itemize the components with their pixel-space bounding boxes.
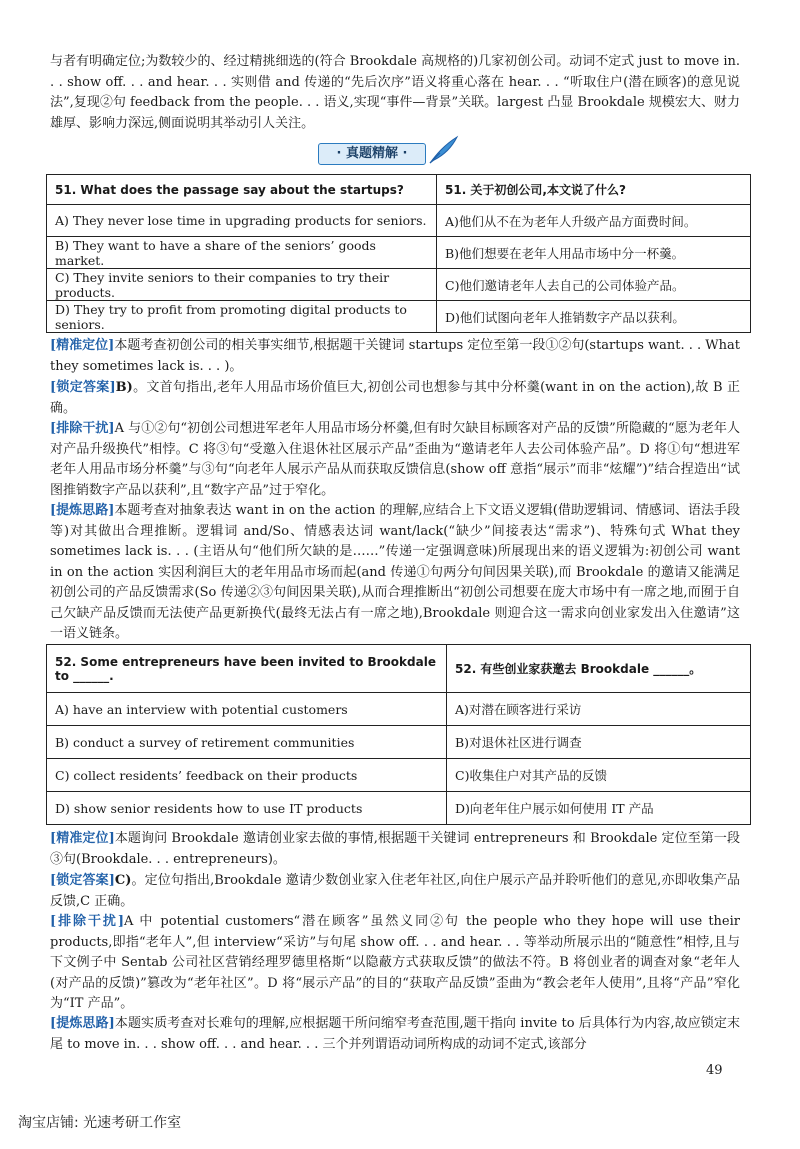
q52-paichu <box>50 912 740 1015</box>
q51-option-a-en: A) They never lose time in upgrading products for seniors. <box>47 205 437 237</box>
q52-tilian-tag: [提炼思路] <box>50 1016 115 1031</box>
q51-table <box>46 174 751 333</box>
q51-header-cn: 51. 关于初创公司,本文说了什么? <box>437 175 751 205</box>
q52-option-b-en: B) conduct a survey of retirement communities <box>47 726 447 759</box>
q51-suoding-tag: [锁定答案] <box>50 380 116 395</box>
q52-suoding-tag: [锁定答案] <box>50 873 115 888</box>
banner-label: · 真题精解 · <box>318 143 426 165</box>
q51-paichu-tag: [排除干扰] <box>50 421 115 436</box>
q52-option-a-en: A) have an interview with potential customers <box>47 693 447 726</box>
q51-option-c-en: C) They invite seniors to their companies to try their products. <box>47 269 437 301</box>
q52-header-en: 52. Some entrepreneurs have been invited to Brookdale to ______. <box>47 645 447 693</box>
q51-tilian-tag: [提炼思路] <box>50 503 115 518</box>
q52-jingzhun-text: 本题询问 Brookdale 邀请创业家去做的事情,根据题干关键词 entrepreneurs 和 Brookdale 定位至第一段③句(Brookdale. . . entrepreneurs)。 <box>50 831 740 867</box>
q51-option-d-en: D) They try to profit from promoting digital products to seniors. <box>47 301 437 333</box>
q52-option-c-cn: C)收集住户对其产品的反馈 <box>447 759 751 792</box>
q51-jingzhun-text: 本题考查初创公司的相关事实细节,根据题干关键词 startups 定位至第一段①②句(startups want. . . What they sometimes lack is. . . )。 <box>50 338 740 374</box>
q51-paichu <box>50 419 740 501</box>
q51-tilian <box>50 501 740 645</box>
q51-option-c-cn: C)他们邀请老年人去自己的公司体验产品。 <box>437 269 751 301</box>
q51-answer: B) <box>115 380 133 395</box>
shop-watermark: 淘宝店铺: 光速考研工作室 <box>18 1115 182 1131</box>
q51-suoding-text: 。文首句指出,老年人用品市场价值巨大,初创公司也想参与其中分杯羹(want in on the action),故 B 正确。 <box>50 380 740 416</box>
q51-option-b-en: B) They want to have a share of the seniors’ goods market. <box>47 237 437 269</box>
q52-tilian <box>50 1014 740 1055</box>
q52-option-b-cn: B)对退休社区进行调查 <box>447 726 751 759</box>
q52-suoding <box>50 871 740 912</box>
page-number: 49 <box>706 1063 723 1078</box>
section-banner <box>318 141 468 167</box>
q51-suoding <box>50 378 740 419</box>
q51-tilian-text: 本题考查对抽象表达 want in on the action 的理解,应结合上下文语义逻辑(借助逻辑词、情感词、语法手段等)对其做出合理推断。逻辑词 and/So、情感表达词 want/lack(“缺少”间接表达“需求”)、特殊句式 What they sometimes lack is. . . (主语从句“他们所欠缺的是……”传递一定强调意味)所展现出来的语义逻辑为:初创公司 want in on the action 实因利润巨大的老年用品市场而起(and 传递①句两分句间因果关联),而 Brookdale 的邀请又能满足初创公司的产品反馈需求(So 传递②③句间因果关联),从而合理推断出“初创公司想要在庞大市场中有一席之地,而囿于自己欠缺产品反馈而无法使产品更新换代(最终无法占有一席之地),Brookdale 则迎合这一需求向创业家发出入住邀请”这一语义链条。 <box>50 503 740 641</box>
q52-paichu-text: A 中 potential customers“潜在顾客”虽然义同②句 the people who they hope will use their products,即指“老年人”,但 interview“采访”与句尾 show off. . . and hear. . . 等举动所展示出的“随意性”相悖,且与下文例子中 Sentab 公司社区营销经理罗德里格斯“以隐蔽方式获取反馈”的做法不符。B 将创业者的调查对象“老年人(对产品的反馈)”篡改为“老年社区”。D 将“展示产品”的目的“获取产品反馈”歪曲为“教会老年人使用”,且将“产品”窄化为“IT 产品”。 <box>50 914 740 1011</box>
intro-paragraph: 与者有明确定位;为数较少的、经过精挑细选的(符合 Brookdale 高规格的)几家初创公司。动词不定式 just to move in. . . show off. . . and hear. . . 实则借 and 传递的“先后次序”语义将重心落在 hear. . . “听取住户(潜在顾客)的意见说法”,复现②句 feedback from the people. . . 语义,实现“事件—背景”关联。largest 凸显 Brookdale 规模宏大、财力雄厚、影响力深远,侧面说明其举动引人关注。 <box>50 54 740 131</box>
q52-paichu-tag: [排除干扰] <box>50 914 124 929</box>
q52-jingzhun-tag: [精准定位] <box>50 831 115 846</box>
q51-jingzhun <box>50 336 740 377</box>
q52-jingzhun <box>50 829 740 870</box>
q52-tilian-text: 本题实质考查对长难句的理解,应根据题干所问缩窄考查范围,题干指向 invite to 后具体行为内容,故应锁定末尾 to move in. . . show off. . . and hear. . . 三个并列谓语动词所构成的动词不定式,该部分 <box>50 1016 740 1052</box>
quill-icon <box>426 135 460 165</box>
q52-table <box>46 644 751 825</box>
q52-option-a-cn: A)对潜在顾客进行采访 <box>447 693 751 726</box>
q52-option-d-cn: D)向老年住户展示如何使用 IT 产品 <box>447 792 751 825</box>
q52-header-cn: 52. 有些创业家获邀去 Brookdale ______。 <box>447 645 751 693</box>
q52-answer: C) <box>114 873 132 888</box>
q51-option-a-cn: A)他们从不在为老年人升级产品方面费时间。 <box>437 205 751 237</box>
q52-option-d-en: D) show senior residents how to use IT products <box>47 792 447 825</box>
q51-paichu-text: A 与①②句“初创公司想进军老年人用品市场分杯羹,但有时欠缺目标顾客对产品的反馈”所隐藏的“愿为老年人对产品升级换代”相悖。C 将③句“受邀入住退休社区展示产品”歪曲为“邀请老年人去公司体验产品”。D 将①句“想进军老年人用品市场分杯羹”与③句“向老年人展示产品从而获取反馈信息(show off 意指“展示”而非“炫耀”)”结合捏造出“试图推销数字产品以获利”,且“数字产品”过于窄化。 <box>50 421 740 498</box>
q51-jingzhun-tag: [精准定位] <box>50 338 115 353</box>
q51-option-d-cn: D)他们试图向老年人推销数字产品以获利。 <box>437 301 751 333</box>
q52-suoding-text: 。定位句指出,Brookdale 邀请少数创业家入住老年社区,向住户展示产品并聆听他们的意见,亦即收集产品反馈,C 正确。 <box>50 873 740 909</box>
q51-header-en: 51. What does the passage say about the startups? <box>47 175 437 205</box>
q52-option-c-en: C) collect residents’ feedback on their products <box>47 759 447 792</box>
q51-option-b-cn: B)他们想要在老年人用品市场中分一杯羹。 <box>437 237 751 269</box>
